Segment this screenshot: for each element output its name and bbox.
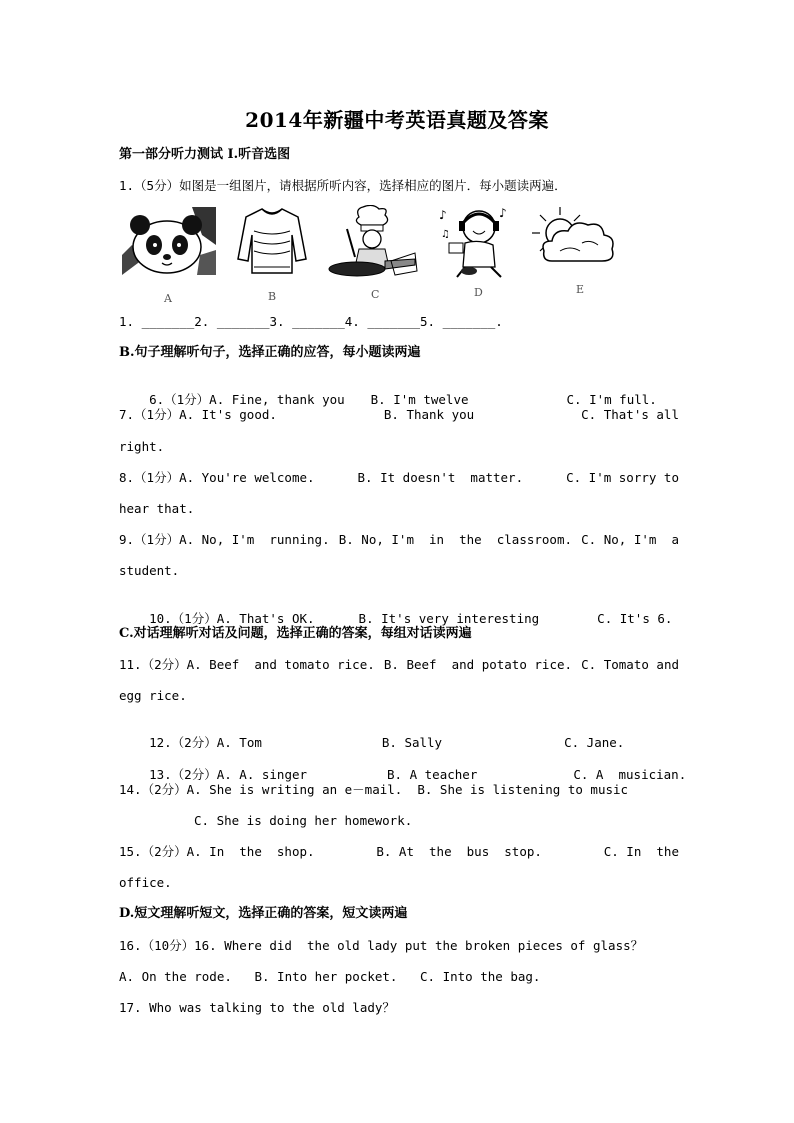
question-15-option-c: C. In the xyxy=(603,844,679,859)
question-7 xyxy=(119,407,679,423)
question-17: 17. Who was talking to the old lady？ xyxy=(119,1000,395,1015)
question-9 xyxy=(119,532,679,548)
question-13-option-a: 13.（2分）A. A. singer xyxy=(149,767,308,782)
panda-icon xyxy=(122,205,216,275)
question-11-continuation: egg rice. xyxy=(119,688,187,703)
question-10-option-b: B. It's very interesting xyxy=(358,611,540,626)
question-16-options: A. On the rode. B. Into her pocket. C. Into the bag. xyxy=(119,969,541,984)
question-15-option-a: 15.（2分）A. In the shop. xyxy=(119,844,315,859)
question-12-option-a: 12.（2分）A. Tom xyxy=(149,735,262,750)
question-7-option-a: 7.（1分）A. It's good. xyxy=(119,407,277,422)
question-10-option-a: 10.（1分）A. That's OK. xyxy=(149,611,315,626)
question-7-option-b: B. Thank you xyxy=(383,407,475,422)
question-8-option-a: 8.（1分）A. You're welcome. xyxy=(119,470,315,485)
section-b-heading: B.句子理解听句子，选择正确的应答，每小题读两遍 xyxy=(119,345,421,360)
question-12-option-b: B. Sally xyxy=(381,735,443,750)
question-1-blanks: 1. _______2. _______3. _______4. _______5. _______. xyxy=(119,314,503,329)
section-1-heading: 第一部分听力测试 I.听音选图 xyxy=(119,147,291,162)
question-6-option-b: B. I'm twelve xyxy=(370,392,469,407)
picture-label-d: D xyxy=(474,286,483,299)
page-title: 2014年新疆中考英语真题及答案 xyxy=(245,108,549,132)
sweater-icon xyxy=(236,205,308,277)
question-10-option-c: C. It's 6. xyxy=(597,611,673,626)
question-11-option-b: B. Beef and potato rice. xyxy=(383,657,573,672)
question-11-option-a: 11.（2分）A. Beef and tomato rice. xyxy=(119,657,375,672)
question-14-option-c: C. She is doing her homework. xyxy=(194,813,413,828)
question-1-text: 1.（5分）如图是一组图片，请根据所听内容，选择相应的图片．每小题读两遍． xyxy=(119,178,567,193)
question-9-option-a: 9.（1分）A. No, I'm running. xyxy=(119,532,330,547)
picture-row xyxy=(119,205,619,305)
question-12-option-c: C. Jane. xyxy=(564,735,625,750)
question-14: 14.（2分）A. She is writing an e－mail. B. She is listening to music xyxy=(119,782,629,797)
question-15 xyxy=(119,844,679,860)
question-15-option-b: B. At the bus stop. xyxy=(376,844,542,859)
question-9-option-c: C. No, I'm a xyxy=(581,532,679,547)
question-16: 16.（10分）16. Where did the old lady put the broken pieces of glass？ xyxy=(119,938,644,953)
picture-label-c: C xyxy=(371,288,380,301)
question-11-option-c: C. Tomato and xyxy=(581,657,679,672)
question-9-continuation: student. xyxy=(119,563,180,578)
picture-label-a: A xyxy=(164,292,172,305)
picture-label-e: E xyxy=(576,283,585,296)
question-8-continuation: hear that. xyxy=(119,501,195,516)
question-8-option-c: C. I'm sorry to xyxy=(566,470,679,485)
svg-text:♫: ♫ xyxy=(441,229,450,240)
section-d-heading: D.短文理解听短文，选择正确的答案，短文读两遍 xyxy=(119,906,408,921)
question-7-continuation: right. xyxy=(119,439,165,454)
question-8-option-b: B. It doesn't matter. xyxy=(357,470,524,485)
question-13-option-c: C. A musician. xyxy=(573,767,687,782)
section-c-heading: C.对话理解听对话及问题，选择正确的答案，每组对话读两遍 xyxy=(119,626,472,641)
question-11 xyxy=(119,657,679,673)
svg-text:♪: ♪ xyxy=(499,206,507,220)
question-9-option-b: B. No, I'm in the classroom. xyxy=(338,532,573,547)
sun-cloud-icon xyxy=(530,205,616,271)
svg-text:♪: ♪ xyxy=(439,208,447,222)
picture-label-b: B xyxy=(268,290,277,303)
question-6-option-a: 6.（1分）A. Fine, thank you xyxy=(149,392,345,407)
question-6-option-c: C. I'm full. xyxy=(566,392,657,407)
question-7-option-c: C. That's all xyxy=(581,407,679,422)
question-8 xyxy=(119,470,679,486)
listening-music-icon xyxy=(435,205,511,281)
chef-cooking-icon xyxy=(325,205,419,285)
question-13-option-b: B. A teacher xyxy=(387,767,478,782)
question-15-continuation: office. xyxy=(119,875,172,890)
